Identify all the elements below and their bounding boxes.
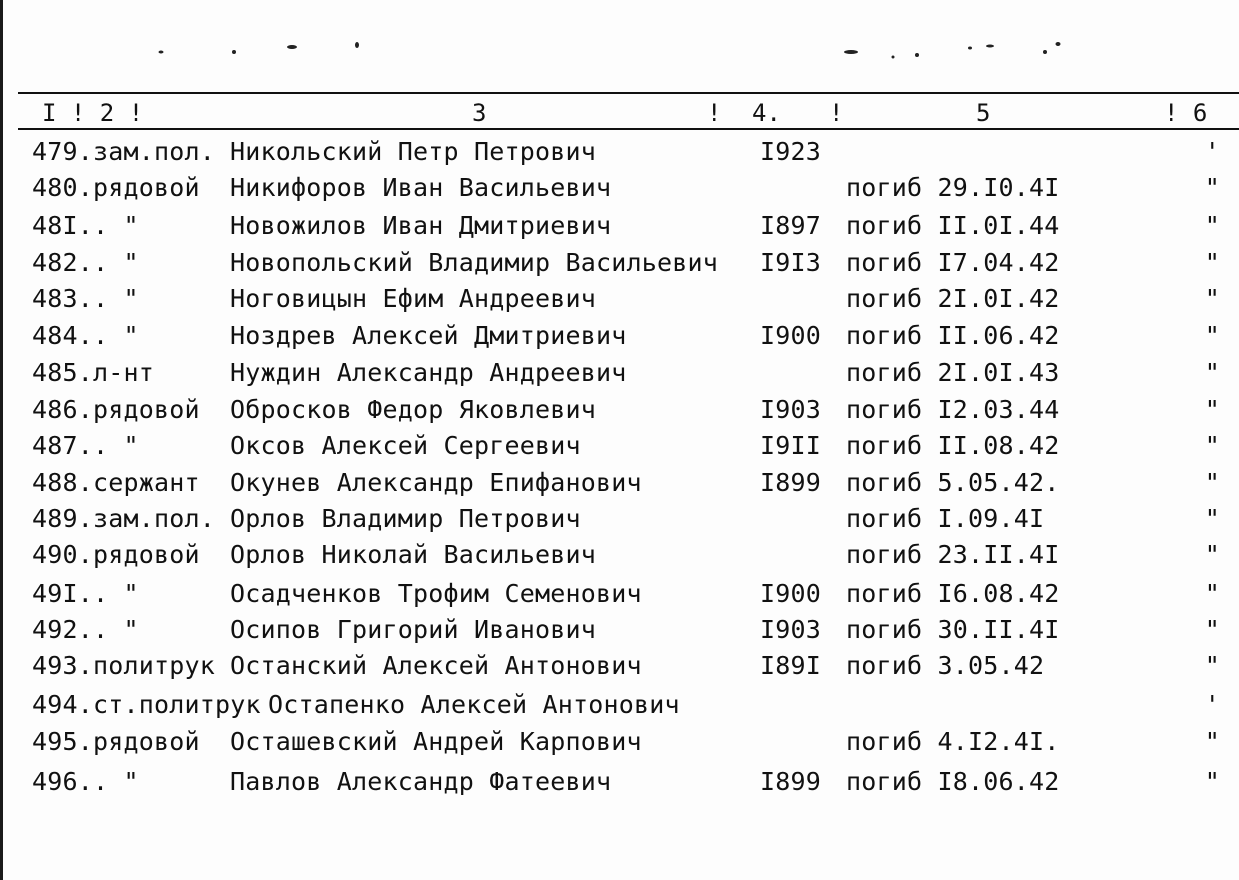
row-fate: погиб 30.II.4I bbox=[846, 615, 1060, 644]
row-full-name: Новопольский Владимир Васильевич bbox=[230, 248, 719, 277]
row-fate: погиб 3.05.42 bbox=[846, 651, 1045, 680]
row-number-rank: 489.зам.пол. bbox=[32, 504, 216, 533]
row-ditto-mark: " bbox=[1204, 284, 1220, 313]
row-fate: погиб 29.I0.4I bbox=[846, 173, 1060, 202]
row-full-name: Оксов Алексей Сергеевич bbox=[230, 431, 581, 460]
row-full-name: Остапенко Алексей Антонович bbox=[268, 690, 680, 719]
row-full-name: Новожилов Иван Дмитриевич bbox=[230, 211, 612, 240]
row-number-rank: 479.зам.пол. bbox=[32, 137, 216, 166]
table-row bbox=[0, 170, 1239, 206]
row-number-rank: 487.. " bbox=[32, 431, 139, 460]
row-number-rank: 48I.. " bbox=[32, 211, 139, 240]
row-full-name: Павлов Александр Фатеевич bbox=[230, 767, 612, 796]
row-ditto-mark: " bbox=[1204, 651, 1220, 680]
row-birth-year: I9I3 bbox=[760, 248, 822, 277]
row-ditto-mark: " bbox=[1204, 468, 1220, 497]
row-full-name: Никольский Петр Петрович bbox=[230, 137, 597, 166]
table-row bbox=[0, 576, 1239, 612]
row-ditto-mark: " bbox=[1204, 431, 1220, 460]
row-birth-year: I900 bbox=[760, 579, 822, 608]
row-number-rank: 492.. " bbox=[32, 615, 139, 644]
row-number-rank: 49I.. " bbox=[32, 579, 139, 608]
table-row bbox=[0, 318, 1239, 354]
row-number-rank: 488.сержант bbox=[32, 468, 200, 497]
table-top-rule bbox=[18, 92, 1239, 94]
row-ditto-mark: " bbox=[1204, 211, 1220, 240]
header-separator-3: ! bbox=[707, 99, 722, 127]
row-birth-year: I9II bbox=[760, 431, 822, 460]
row-birth-year: I899 bbox=[760, 468, 822, 497]
row-full-name: Орлов Владимир Петрович bbox=[230, 504, 581, 533]
row-fate: погиб I6.08.42 bbox=[846, 579, 1060, 608]
row-fate: погиб 5.05.42. bbox=[846, 468, 1060, 497]
row-fate: погиб I7.04.42 bbox=[846, 248, 1060, 277]
row-ditto-mark: ' bbox=[1204, 137, 1220, 166]
row-ditto-mark: " bbox=[1204, 579, 1220, 608]
row-full-name: Окунев Александр Епифанович bbox=[230, 468, 642, 497]
row-number-rank: 496.. " bbox=[32, 767, 139, 796]
row-number-rank: 480.рядовой bbox=[32, 173, 200, 202]
row-ditto-mark: " bbox=[1204, 504, 1220, 533]
row-birth-year: I89I bbox=[760, 651, 822, 680]
row-fate: погиб 2I.0I.42 bbox=[846, 284, 1060, 313]
table-header-rule bbox=[18, 128, 1239, 130]
table-row bbox=[0, 724, 1239, 760]
row-full-name: Никифоров Иван Васильевич bbox=[230, 173, 612, 202]
table-row bbox=[0, 355, 1239, 391]
row-fate: погиб II.0I.44 bbox=[846, 211, 1060, 240]
row-number-rank: 484.. " bbox=[32, 321, 139, 350]
row-full-name: Осташевский Андрей Карпович bbox=[230, 727, 642, 756]
row-birth-year: I923 bbox=[760, 137, 822, 166]
row-number-rank: 485.л-нт bbox=[32, 358, 155, 387]
header-col-1-2: I ! 2 ! bbox=[42, 99, 144, 127]
row-number-rank: 494.ст.политрук bbox=[32, 690, 261, 719]
row-full-name: Нуждин Александр Андреевич bbox=[230, 358, 627, 387]
row-number-rank: 482.. " bbox=[32, 248, 139, 277]
table-row bbox=[0, 764, 1239, 800]
row-number-rank: 490.рядовой bbox=[32, 540, 200, 569]
header-col-4: 4. bbox=[752, 99, 781, 127]
table-row bbox=[0, 648, 1239, 684]
row-ditto-mark: " bbox=[1204, 727, 1220, 756]
row-fate: погиб 4.I2.4I. bbox=[846, 727, 1060, 756]
row-fate: погиб I.09.4I bbox=[846, 504, 1045, 533]
row-birth-year: I897 bbox=[760, 211, 822, 240]
table-row bbox=[0, 134, 1239, 170]
row-ditto-mark: " bbox=[1204, 248, 1220, 277]
header-col-6: ! 6 bbox=[1164, 99, 1208, 127]
row-number-rank: 493.политрук bbox=[32, 651, 216, 680]
table-row bbox=[0, 501, 1239, 537]
row-birth-year: I900 bbox=[760, 321, 822, 350]
table-row bbox=[0, 612, 1239, 648]
row-number-rank: 486.рядовой bbox=[32, 395, 200, 424]
row-fate: погиб 2I.0I.43 bbox=[846, 358, 1060, 387]
row-ditto-mark: " bbox=[1204, 358, 1220, 387]
row-number-rank: 495.рядовой bbox=[32, 727, 200, 756]
row-ditto-mark: " bbox=[1204, 615, 1220, 644]
row-ditto-mark: " bbox=[1204, 173, 1220, 202]
row-full-name: Осипов Григорий Иванович bbox=[230, 615, 597, 644]
table-row bbox=[0, 687, 1239, 723]
table-row bbox=[0, 392, 1239, 428]
row-fate: погиб 23.II.4I bbox=[846, 540, 1060, 569]
row-number-rank: 483.. " bbox=[32, 284, 139, 313]
row-ditto-mark: " bbox=[1204, 395, 1220, 424]
row-full-name: Орлов Николай Васильевич bbox=[230, 540, 597, 569]
table-row bbox=[0, 281, 1239, 317]
row-full-name: Ноговицын Ефим Андреевич bbox=[230, 284, 597, 313]
row-ditto-mark: ' bbox=[1204, 690, 1220, 719]
table-row bbox=[0, 428, 1239, 464]
row-ditto-mark: " bbox=[1204, 321, 1220, 350]
row-ditto-mark: " bbox=[1204, 767, 1220, 796]
table-row bbox=[0, 537, 1239, 573]
scan-specks bbox=[0, 0, 1239, 120]
row-fate: погиб II.06.42 bbox=[846, 321, 1060, 350]
row-birth-year: I903 bbox=[760, 615, 822, 644]
row-birth-year: I899 bbox=[760, 767, 822, 796]
row-fate: погиб I2.03.44 bbox=[846, 395, 1060, 424]
row-full-name: Ноздрев Алексей Дмитриевич bbox=[230, 321, 627, 350]
row-fate: погиб I8.06.42 bbox=[846, 767, 1060, 796]
table-row bbox=[0, 465, 1239, 501]
row-ditto-mark: " bbox=[1204, 540, 1220, 569]
row-full-name: Осадченков Трофим Семенович bbox=[230, 579, 642, 608]
row-full-name: Обросков Федор Яковлевич bbox=[230, 395, 597, 424]
header-separator-4: ! bbox=[829, 99, 844, 127]
table-row bbox=[0, 208, 1239, 244]
header-col-5: 5 bbox=[976, 99, 991, 127]
header-col-3: 3 bbox=[472, 99, 487, 127]
row-fate: погиб II.08.42 bbox=[846, 431, 1060, 460]
table-row bbox=[0, 245, 1239, 281]
row-full-name: Останский Алексей Антонович bbox=[230, 651, 642, 680]
row-birth-year: I903 bbox=[760, 395, 822, 424]
